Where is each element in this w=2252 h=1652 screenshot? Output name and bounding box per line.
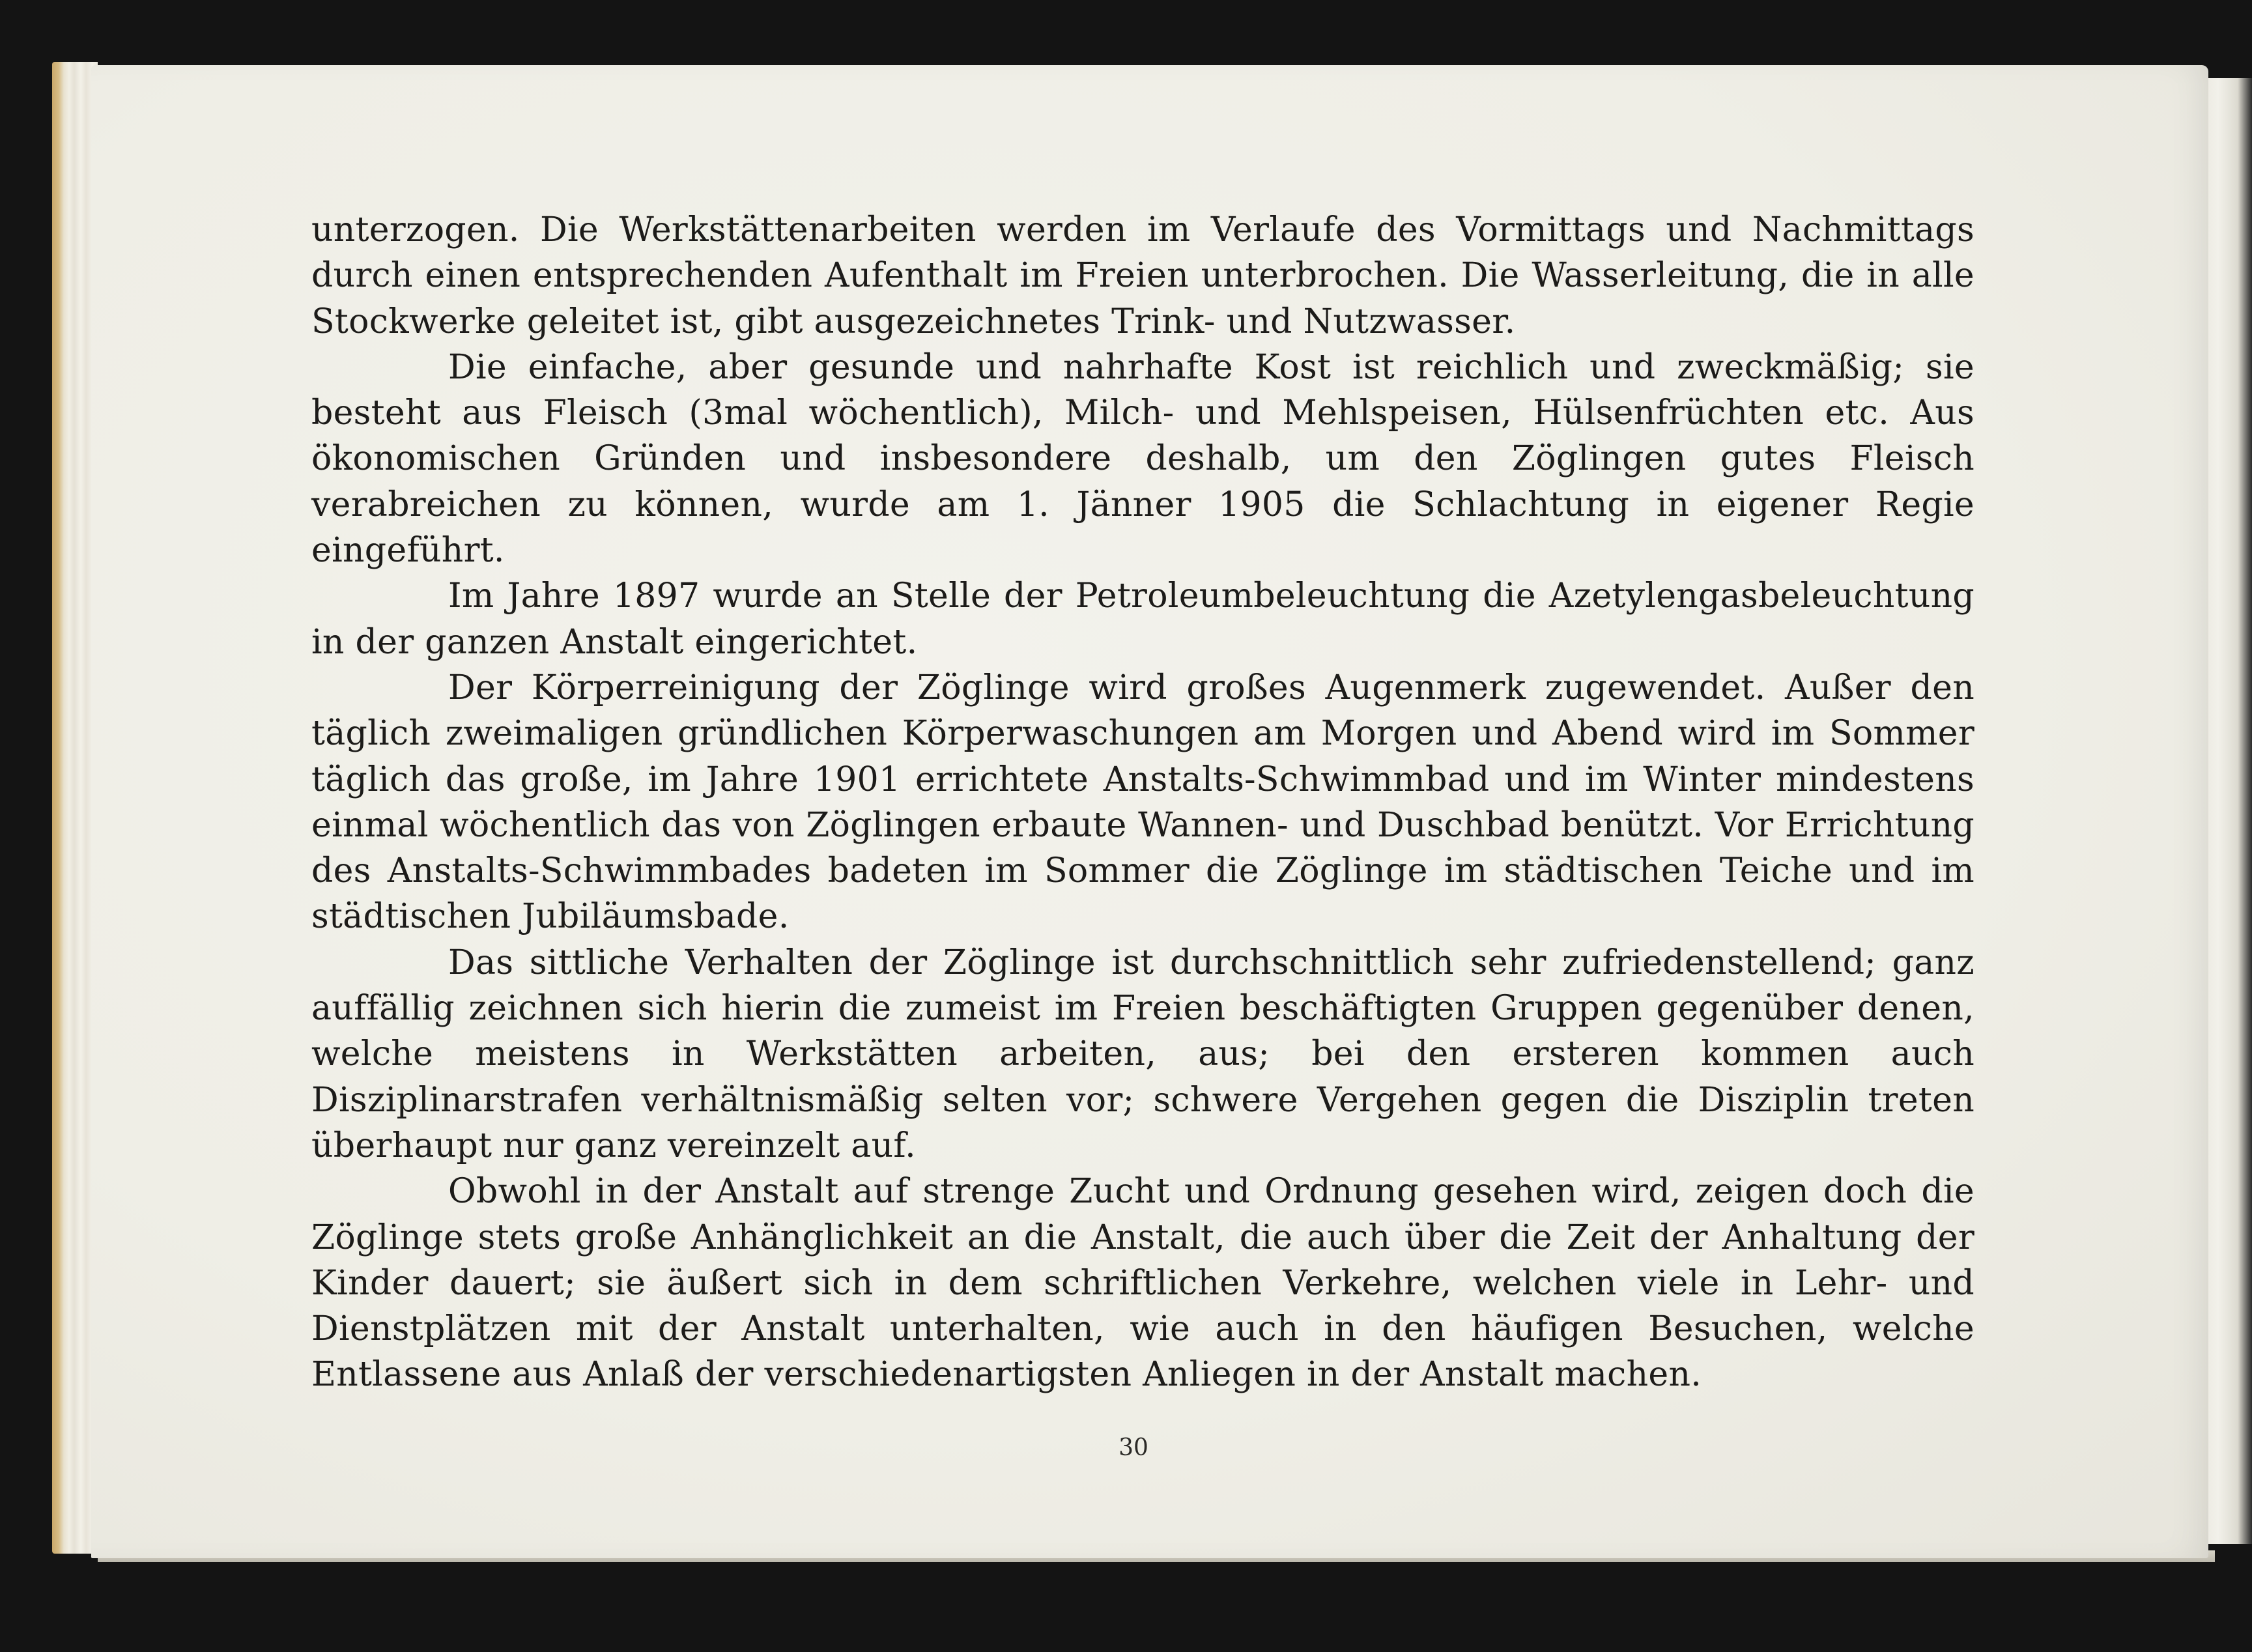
- paragraph: unterzogen. Die Werkstättenarbeiten werden im Verlaufe des Vormittags und Nachmittags durch einen entsprechenden Aufenthalt im Freien unterbrochen. Die Wasserleitung, die in alle Stockwerke geleitet ist, gibt ausgezeichnetes Trink- und Nutzwasser.: [311, 210, 1974, 341]
- paragraph: Im Jahre 1897 wurde an Stelle der Petroleumbeleuchtung die Azetylengasbeleuchtung in der ganzen Anstalt eingerichtet.: [311, 577, 1974, 662]
- paragraph: Das sittliche Verhalten der Zöglinge ist durchschnittlich sehr zufriedenstellend; ganz auffällig zeichnen sich hierin die zumeist im Freien beschäftigten Gruppen gegenüber denen, welche meistens in Werkstätten arbeiten, aus; bei den ersteren kommen auch Disziplinarstrafen verhältnismäßig selten vor; schwere Vergehen gegen die Disziplin treten überhaupt nur ganz vereinzelt auf.: [311, 943, 1974, 1165]
- paragraph: Die einfache, aber gesunde und nahrhafte Kost ist reichlich und zweckmäßig; sie besteht aus Fleisch (3mal wöchentlich), Milch- und Mehlspeisen, Hülsenfrüchten etc. Aus ökonomischen Gründen und insbesondere deshalb, um den Zöglingen gutes Fleisch verabreichen zu können, wurde am 1. Jänner 1905 die Schlachtung in eigener Regie eingeführt.: [311, 347, 1974, 571]
- paragraph: Der Körperreinigung der Zöglinge wird großes Augenmerk zugewendet. Außer den täglich zweimaligen gründlichen Körperwaschungen am Morgen und Abend wird im Sommer täglich das große, im Jahre 1901 errichtete Anstalts-Schwimmbad und im Winter mindestens einmal wöchentlich das von Zöglingen erbaute Wannen- und Duschbad benützt. Vor Errichtung des Anstalts-Schwimmbades badeten im Sommer die Zöglinge im städtischen Teiche und im städtischen Jubiläumsbade.: [311, 668, 1974, 937]
- paragraph: Obwohl in der Anstalt auf strenge Zucht und Ordnung gesehen wird, zeigen doch die Zöglinge stets große Anhänglichkeit an die Anstalt, die auch über die Zeit der Anhaltung der Kinder dauert; sie äußert sich in dem schriftlichen Verkehre, welchen viele in Lehr- und Dienstplätzen mit der Anstalt unterhalten, wie auch in den häufigen Besuchen, welche Entlassene aus Anlaß der verschiedenartigsten Anliegen in der Anstalt machen.: [311, 1172, 1974, 1395]
- page-number: 30: [1119, 1434, 1148, 1461]
- body-text: [311, 207, 1974, 1398]
